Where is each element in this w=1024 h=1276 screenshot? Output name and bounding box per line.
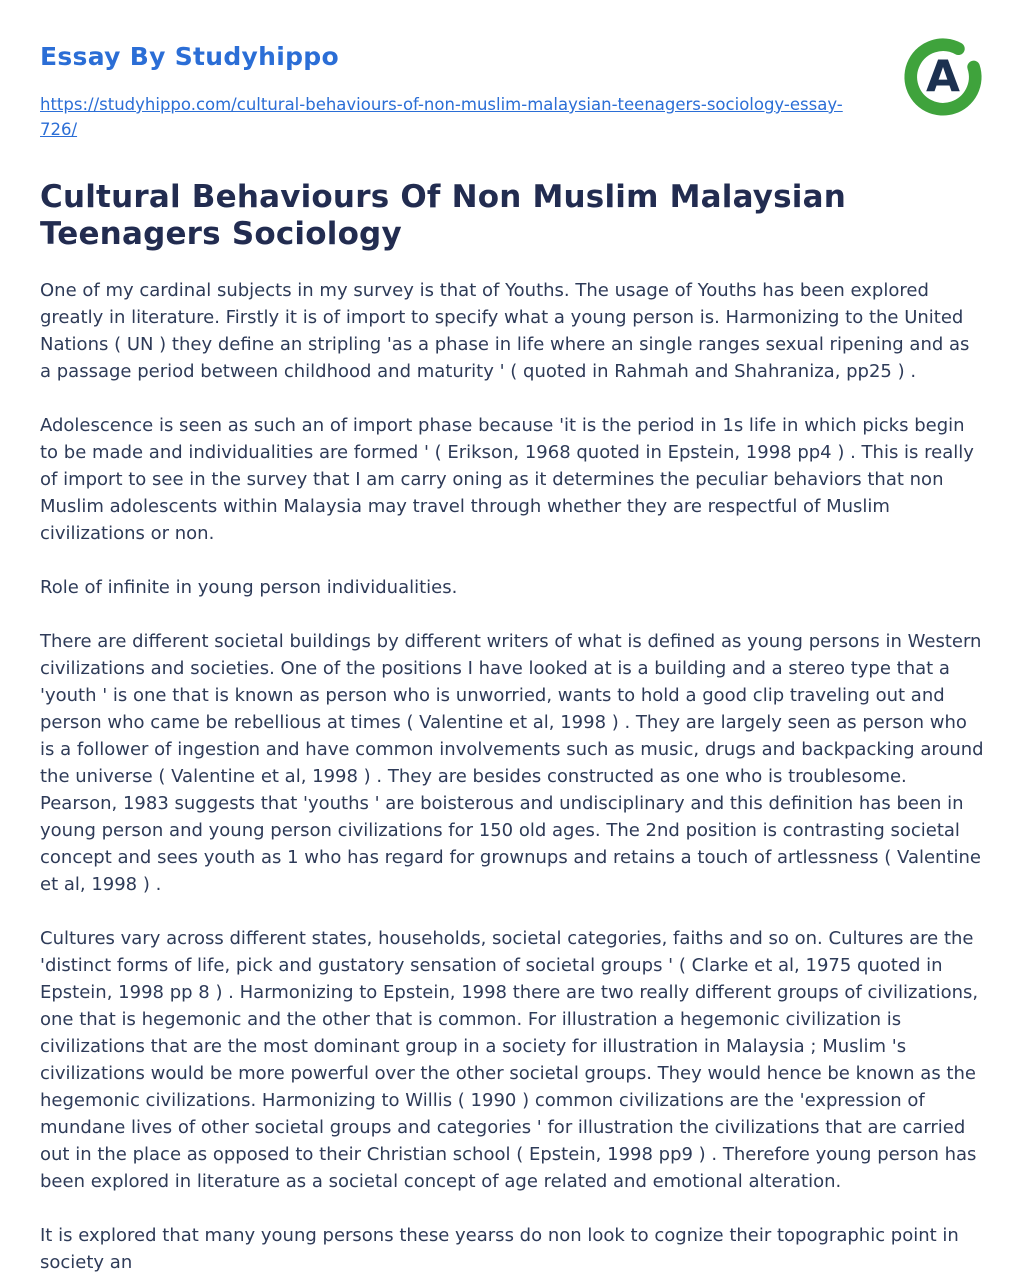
essay-paragraph: One of my cardinal subjects in my survey is that of Youths. The usage of Youths has been explored greatly in literature. Firstly it is of import to specify what a young person is. Harmonizing to the United Nations ( UN ) they define an stripling 'as a phase in life where an single ranges sexual ripening and as a passage period between childhood and maturity ' ( quoted in Rahmah and Shahraniza, pp25 ) . [40, 279, 970, 382]
source-url-link[interactable]: https://studyhippo.com/cultural-behaviours-of-non-muslim-malaysian-teenagers-sociology-essay-726/ [40, 95, 843, 139]
logo-letter: A [926, 51, 960, 103]
essay-paragraph: It is explored that many young persons these yearss do non look to cognize their topographic point in society an [40, 1224, 959, 1273]
essay-paragraph: There are different societal buildings by different writers of what is defined as young persons in Western civilizations and societies. One of the positions I have looked at is a building and a stereo type that a 'youth ' is one that is known as person who is unworried, wants to hold a good clip traveling out and person who came be rebellious at times ( Valentine et al, 1998 ) . They are largely seen as person who is a follower of ingestion and have common involvements such as music, drugs and backpacking around the universe ( Valentine et al, 1998 ) . They are besides constructed as one who is troublesome. Pearson, 1983 suggests that 'youths ' are boisterous and undisciplinary and this definition has been in young person and young person civilizations for 150 old ages. The 2nd position is contrasting societal concept and sees youth as 1 who has regard for grownups and retains a touch of artlessness ( Valentine et al, 1998 ) . [40, 630, 984, 895]
essay-paragraph: Role of infinite in young person individualities. [40, 576, 458, 598]
essay-title: Cultural Behaviours Of Non Muslim Malaysian Teenagers Sociology [40, 178, 847, 252]
studyhippo-logo-icon [902, 36, 984, 118]
essay-content [40, 179, 984, 1276]
essay-body [40, 277, 984, 1276]
header-text-block [40, 36, 882, 143]
site-title: Essay By Studyhippo [40, 42, 339, 71]
essay-paragraph: Adolescence is seen as such an of import phase because 'it is the period in 1s life in which picks begin to be made and individualities are formed ' ( Erikson, 1968 quoted in Epstein, 1998 pp4 ) . This is really of import to see in the survey that I am carry oning as it determines the peculiar behaviors that non Muslim adolescents within Malaysia may travel through whether they are respectful of Muslim civilizations or non. [40, 414, 974, 544]
essay-paragraph: Cultures vary across different states, households, societal categories, faiths and so on. Cultures are the 'distinct forms of life, pick and gustatory sensation of societal groups ' ( Clarke et al, 1975 quoted in Epstein, 1998 pp 8 ) . Harmonizing to Epstein, 1998 there are two really different groups of civilizations, one that is hegemonic and the other that is common. For illustration a hegemonic civilization is civilizations that are the most dominant group in a society for illustration in Malaysia ; Muslim 's civilizations would be more powerful over the other societal groups. They would hence be known as the hegemonic civilizations. Harmonizing to Willis ( 1990 ) common civilizations are the 'expression of mundane lives of other societal groups and categories ' for illustration the civilizations that are carried out in the place as opposed to their Christian school ( Epstein, 1998 pp9 ) . Therefore young person has been explored in literature as a societal concept of age related and emotional alteration. [40, 927, 979, 1192]
page-header [40, 36, 984, 143]
